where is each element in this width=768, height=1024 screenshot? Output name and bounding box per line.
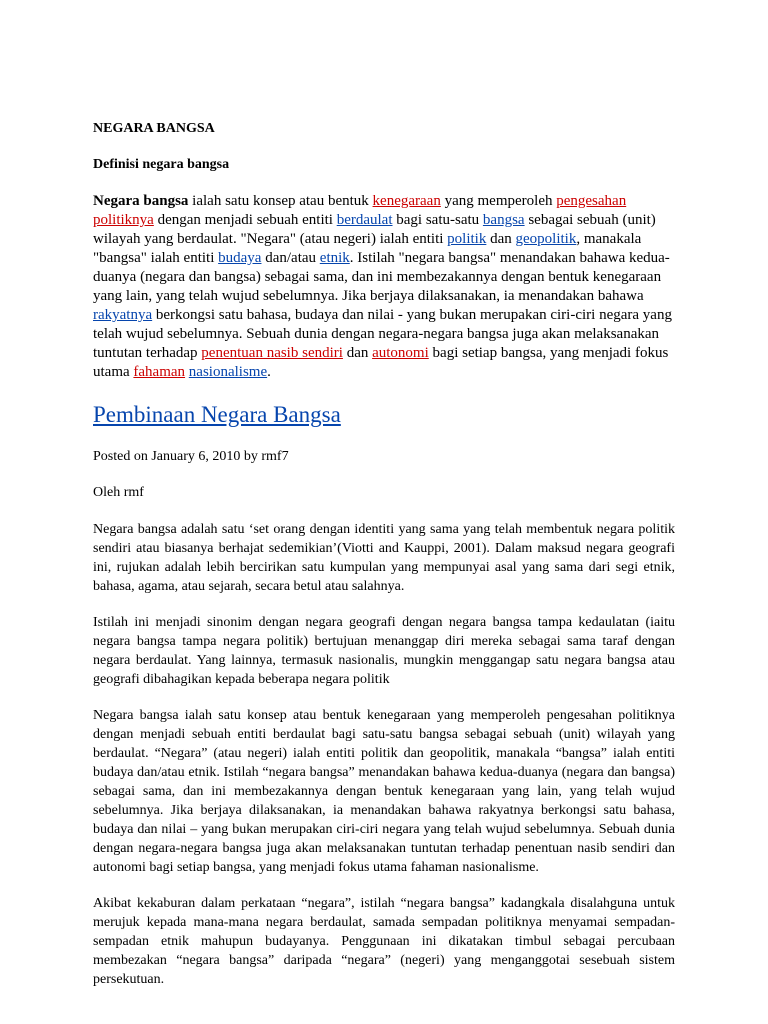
intro-text: , manakala "bangsa" ialah entiti bbox=[93, 231, 642, 266]
link-bangsa[interactable]: bangsa bbox=[482, 212, 525, 228]
article-paragraph-3: Negara bangsa ialah satu konsep atau bentuk kenegaraan yang memperoleh pengesahan politiknya dengan menjadi sebuah entiti berdaulat bagi satu-satu bangsa sebagai sebuah (unit) wilayah yang berdaulat. “Negara” (atau negeri) ialah entiti politik dan geopolitik, manakala “bangsa” ialah entiti budaya dan/atau etnik. Istilah “negara bangsa” menandakan bahawa kedua-duanya (negara dan bangsa) sebagai sama, dan ini membezakannya dengan bentuk kenegaraan yang lain, yang telah wujud sebelumnya. Jika berjaya dilaksanakan, ia menandakan bahawa rakyatnya berkongsi satu bahasa, budaya dan nilai – yang bukan merupakan ciri-ciri negara yang telah wujud sebelumnya. Sebuah dunia dengan negara-negara bangsa juga akan melaksanakan tuntutan terhadap penentuan nasib sendiri dan autonomi bagi setiap bangsa, yang menjadi fokus utama fahaman nasionalisme. bbox=[93, 708, 675, 875]
byline: Oleh rmf bbox=[93, 485, 144, 500]
link-kenegaraan[interactable]: kenegaraan bbox=[372, 193, 441, 209]
link-pengesahan-politiknya[interactable]: pengesahan politiknya bbox=[93, 193, 627, 228]
document-title: NEGARA BANGSA bbox=[93, 121, 215, 136]
intro-text: berkongsi satu bahasa, budaya dan nilai - yang bukan merupakan ciri-ciri negara yang telah wujud sebelumnya. Sebuah dunia dengan negara-negara bangsa juga akan melaksanakan tuntutan terhadap bbox=[93, 307, 672, 361]
link-nasionalisme[interactable]: nasionalisme bbox=[188, 364, 268, 380]
intro-text: bagi setiap bangsa, yang menjadi fokus utama bbox=[93, 345, 669, 380]
link-etnik[interactable]: etnik bbox=[319, 250, 350, 266]
post-meta: Posted on January 6, 2010 by rmf7 bbox=[93, 449, 289, 464]
link-geopolitik[interactable]: geopolitik bbox=[515, 231, 577, 247]
section-subtitle: Definisi negara bangsa bbox=[93, 157, 230, 172]
link-autonomi[interactable]: autonomi bbox=[372, 345, 429, 361]
intro-text: dan/atau bbox=[261, 250, 320, 266]
intro-text: dan bbox=[342, 345, 373, 361]
intro-term: Negara bangsa bbox=[93, 193, 189, 209]
intro-text: dengan menjadi sebuah entiti bbox=[153, 212, 337, 228]
intro-text: . bbox=[267, 364, 271, 380]
link-rakyatnya[interactable]: rakyatnya bbox=[93, 307, 153, 323]
article-paragraph-1: Negara bangsa adalah satu ‘set orang dengan identiti yang sama yang telah membentuk negara politik sendiri atau biasanya berhajat sedemikian’(Viotti and Kauppi, 2001). Dalam maksud negara geografi ini, rujukan adalah lebih bercirikan satu kumpulan yang mempunyai asal yang sama dari segi etnik, bahasa, agama, atau sejarah, secara betul atau salahnya. bbox=[93, 522, 675, 594]
link-politik[interactable]: politik bbox=[447, 231, 487, 247]
article-paragraph-2: Istilah ini menjadi sinonim dengan negara geografi dengan negara bangsa tampa kedaulatan (iaitu negara bangsa tampa negara politik) bertujuan menanggap diri mereka sebagai sama taraf dengan negara berdaulat. Yang lainnya, termasuk nasionalis, mungkin menggangap satu negara bangsa atau geografi dibahagikan kepada beberapa negara politik bbox=[93, 615, 675, 687]
intro-text: ialah satu konsep atau bentuk bbox=[188, 193, 373, 209]
intro-text: bagi satu-satu bbox=[392, 212, 483, 228]
intro-text: dan bbox=[486, 231, 516, 247]
link-fahaman[interactable]: fahaman bbox=[133, 364, 186, 380]
article-paragraph-4: Akibat kekaburan dalam perkataan “negara”, istilah “negara bangsa” kadangkala disalahguna untuk merujuk kepada mana-mana negara berdaulat, samada sempadan politiknya menyamai sempadan-sempadan etnik mahupun budayanya. Penggunaan ini dikatakan timbul sebagai percubaan membezakan “negara bangsa” daripada “negara” (negeri) yang menganggotai sesebuah sistem persekutuan. bbox=[93, 896, 675, 987]
link-budaya[interactable]: budaya bbox=[218, 250, 262, 266]
intro-text: yang memperoleh bbox=[440, 193, 557, 209]
intro-paragraph bbox=[93, 192, 675, 382]
link-berdaulat[interactable]: berdaulat bbox=[336, 212, 393, 228]
document-content bbox=[93, 120, 675, 1006]
link-penentuan-nasib-sendiri[interactable]: penentuan nasib sendiri bbox=[201, 345, 343, 361]
intro-text: sebagai sebuah (unit) wilayah yang berdaulat. "Negara" (atau negeri) ialah entiti bbox=[93, 212, 656, 247]
intro-text: . Istilah "negara bangsa" menandakan bahawa kedua-duanya (negara dan bangsa) sebagai sama, dan ini membezakannya dengan bentuk kenegaraan yang lain, yang telah wujud sebelumnya. Jika berjaya dilaksanakan, ia menandakan bahawa bbox=[93, 250, 670, 304]
article-heading-link[interactable]: Pembinaan Negara Bangsa bbox=[93, 402, 341, 427]
